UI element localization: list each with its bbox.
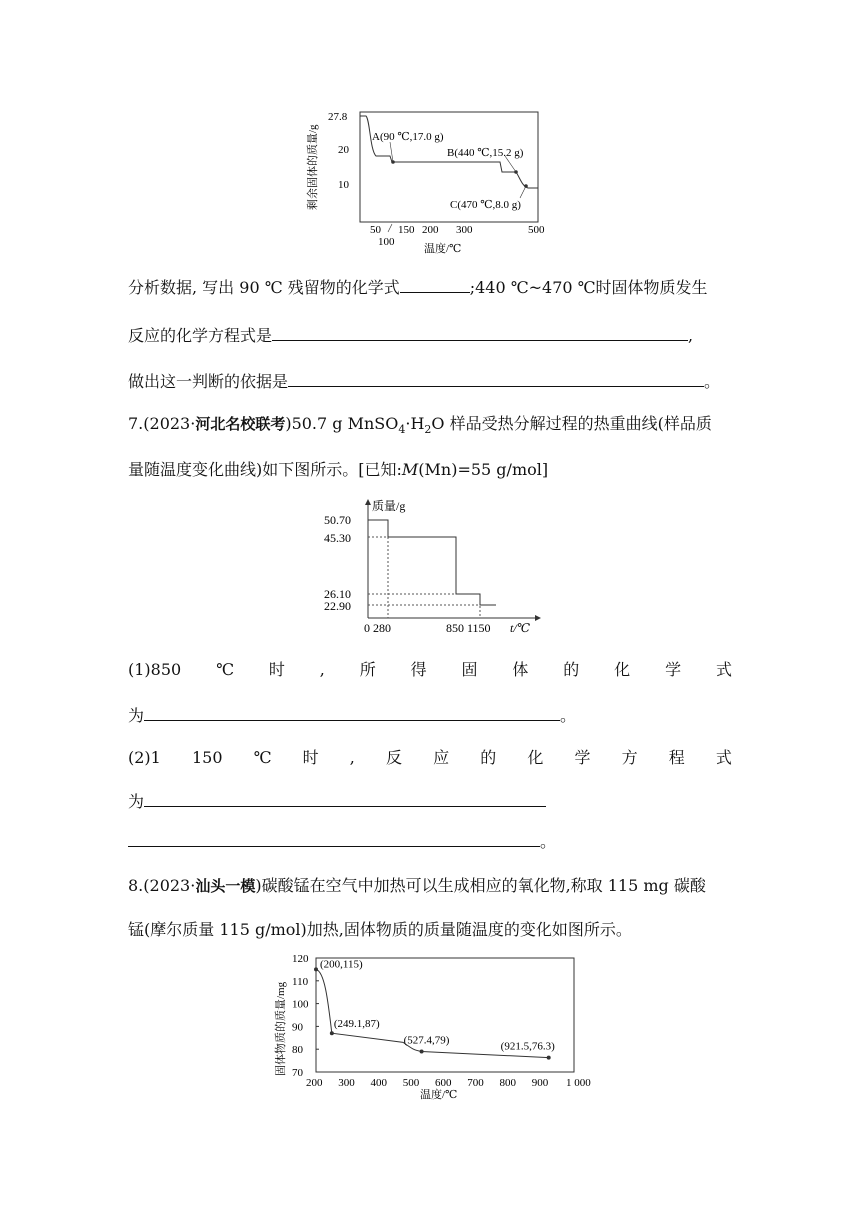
- q7-sub1-char: 化: [614, 660, 631, 679]
- chart3-xlabel: 温度/℃: [420, 1089, 458, 1101]
- q7-sub1-char: 时: [268, 660, 285, 679]
- chart3-ylabel: 固体物质的质量/mg: [275, 981, 287, 1076]
- q7-sub1-char: 式: [715, 660, 732, 679]
- q6-text: 反应的化学方程式是: [128, 326, 273, 345]
- q7-sub1-char: 所: [359, 660, 376, 679]
- answer-blank[interactable]: [272, 324, 688, 341]
- q7-sub2-char: 150: [191, 748, 223, 767]
- chart2-ylabel: 质量/g: [372, 499, 406, 513]
- chart3-ytick: 80: [292, 1044, 303, 1057]
- q6-line-2: [128, 324, 693, 346]
- chart1-label-a: A(90 ℃,17.0 g): [372, 131, 444, 143]
- q7-sub1-char: 的: [563, 660, 580, 679]
- chart2-xtick: 850 1150: [446, 621, 491, 635]
- chart-3: [268, 950, 598, 1106]
- q7-sub2-char: 化: [527, 748, 544, 767]
- chart3-plot-frame: [316, 958, 574, 1072]
- answer-blank[interactable]: [144, 790, 546, 807]
- q7-italic: M: [401, 460, 419, 479]
- chart3-ytick: 100: [292, 998, 309, 1011]
- q7-sub1-line-1: [128, 660, 732, 680]
- chart3-ytick: 110: [292, 975, 309, 988]
- q7-text: (Mn)=55 g/mol]: [418, 460, 549, 479]
- chart2-curve: [368, 520, 496, 605]
- q7-sub2-char: 学: [574, 748, 591, 767]
- chart1-label-b: B(440 ℃,15.2 g): [447, 147, 524, 159]
- q7-sub2-line-1: [128, 748, 732, 768]
- chart3-xtick: 900: [531, 1077, 549, 1089]
- chart3-point: [330, 1031, 334, 1035]
- q7-sub1-char: (1)850: [128, 660, 182, 679]
- chart3-point: [547, 1056, 551, 1060]
- q7-text: 为: [128, 706, 145, 725]
- q7-line-2: [128, 460, 548, 480]
- q7-text: ·H: [405, 414, 425, 433]
- q7-sub2-char: 时: [302, 748, 319, 767]
- chart3-point-label: (921.5,76.3): [500, 1040, 555, 1053]
- chart3-xtick: 800: [499, 1077, 516, 1089]
- q7-sub1-char: 体: [512, 660, 529, 679]
- q6-text: ;440 ℃~470 ℃时固体物质发生: [469, 278, 708, 297]
- q7-sub2-line-2: [128, 790, 546, 812]
- q7-text: 。: [560, 706, 577, 725]
- q6-text: 做出这一判断的依据是: [128, 372, 289, 391]
- chart-1: [300, 100, 560, 260]
- q8-text: )碳酸锰在空气中加热可以生成相应的氧化物,称取 115 mg 碳酸: [255, 876, 706, 895]
- chart3-point-label: (249.1,87): [333, 1018, 380, 1031]
- q7-sub2-char: ,: [349, 748, 355, 767]
- q7-sub1-char: ℃: [216, 660, 234, 679]
- q8-number: 8.(2023·: [128, 876, 196, 895]
- q7-number: 7.(2023·: [128, 414, 196, 433]
- chart2-ytick: 26.10: [324, 587, 351, 601]
- chart3-xtick: 300: [338, 1077, 355, 1089]
- q7-sub2-char: 应: [433, 748, 450, 767]
- q8-line-1: [128, 876, 706, 896]
- chart3-point-label: (200,115): [320, 958, 363, 971]
- chart3-xtick: 600: [435, 1077, 452, 1089]
- chart3-xtick: 700: [467, 1077, 484, 1089]
- chart3-point: [314, 967, 318, 971]
- answer-blank[interactable]: [128, 830, 540, 847]
- chart1-ytick: 20: [338, 144, 349, 156]
- q7-text: 为: [128, 792, 145, 811]
- q7-text: 。: [540, 832, 557, 851]
- q7-sub1-char: 得: [410, 660, 427, 679]
- chart1-xtick: 100: [378, 236, 395, 248]
- q7-sub2-line-3: [128, 830, 556, 852]
- q6-text: ,: [688, 326, 694, 345]
- q7-sub2-char: (2)1: [128, 748, 161, 767]
- subscript: 2: [424, 423, 432, 437]
- chart3-ytick: 90: [292, 1021, 303, 1034]
- answer-blank[interactable]: [288, 370, 704, 387]
- q8-text: 锰(摩尔质量 115 g/mol)加热,固体物质的质量随温度的变化如图所示。: [128, 920, 632, 939]
- chart3-point: [420, 1049, 424, 1053]
- chart1-ylabel: 剩余固体的质量/g: [307, 124, 319, 210]
- q8-source: 汕头一模: [195, 877, 256, 895]
- chart3-point-label: (527.4,79): [403, 1034, 450, 1047]
- chart2-ytick: 22.90: [324, 599, 351, 613]
- chart1-xtick: 200: [422, 224, 439, 236]
- chart1-xtick: 150: [398, 224, 415, 236]
- chart1-xtick: 300: [456, 224, 473, 236]
- chart3-ytick: 70: [292, 1067, 303, 1079]
- q7-sub1-char: 学: [665, 660, 682, 679]
- chart2-ytick: 45.30: [324, 531, 351, 545]
- q7-sub2-char: 程: [668, 748, 685, 767]
- chart1-label-c: C(470 ℃,8.0 g): [450, 199, 521, 211]
- chart3-ytick: 120: [292, 953, 309, 965]
- answer-blank[interactable]: [144, 704, 560, 721]
- q7-sub2-char: 方: [621, 748, 638, 767]
- q7-text: )50.7 g MnSO: [285, 414, 399, 433]
- q7-sub1-char: ,: [319, 660, 325, 679]
- q7-sub2-char: 的: [480, 748, 497, 767]
- q6-text: 分析数据, 写出 90 ℃ 残留物的化学式: [128, 278, 400, 297]
- chart1-ytick: 27.8: [328, 111, 348, 123]
- subscript: 4: [398, 423, 406, 437]
- answer-blank[interactable]: [400, 276, 470, 293]
- q7-sub1-char: 固: [461, 660, 478, 679]
- chart2-ytick: 50.70: [324, 513, 351, 527]
- chart1-xtick: 500: [528, 224, 545, 236]
- q7-sub2-char: 式: [715, 748, 732, 767]
- chart2-xlabel: t/℃: [510, 621, 531, 635]
- q7-text: 量随温度变化曲线)如下图所示。[已知:: [128, 460, 402, 479]
- q7-sub2-char: ℃: [253, 748, 272, 767]
- chart3-xtick: 200: [306, 1077, 323, 1089]
- chart2-xtick: 0 280: [364, 621, 391, 635]
- chart1-ytick: 10: [338, 179, 349, 191]
- chart3-xtick: 1 000: [566, 1077, 591, 1089]
- chart1-xlabel: 温度/℃: [424, 243, 462, 255]
- q7-source: 河北名校联考: [195, 415, 286, 433]
- q6-line-1: [128, 276, 708, 298]
- q7-text: O 样品受热分解过程的热重曲线(样品质: [431, 414, 712, 433]
- q6-line-3: [128, 370, 720, 392]
- chart1-xtick: 50: [370, 224, 381, 236]
- chart3-xtick: 400: [370, 1077, 387, 1089]
- chart3-xtick: 500: [402, 1077, 420, 1089]
- q8-line-2: [128, 920, 632, 940]
- q7-sub1-line-2: [128, 704, 576, 726]
- q7-sub2-char: 反: [385, 748, 402, 767]
- q6-text: 。: [704, 372, 721, 391]
- q7-line-1: [128, 414, 712, 440]
- chart-2: [318, 494, 548, 640]
